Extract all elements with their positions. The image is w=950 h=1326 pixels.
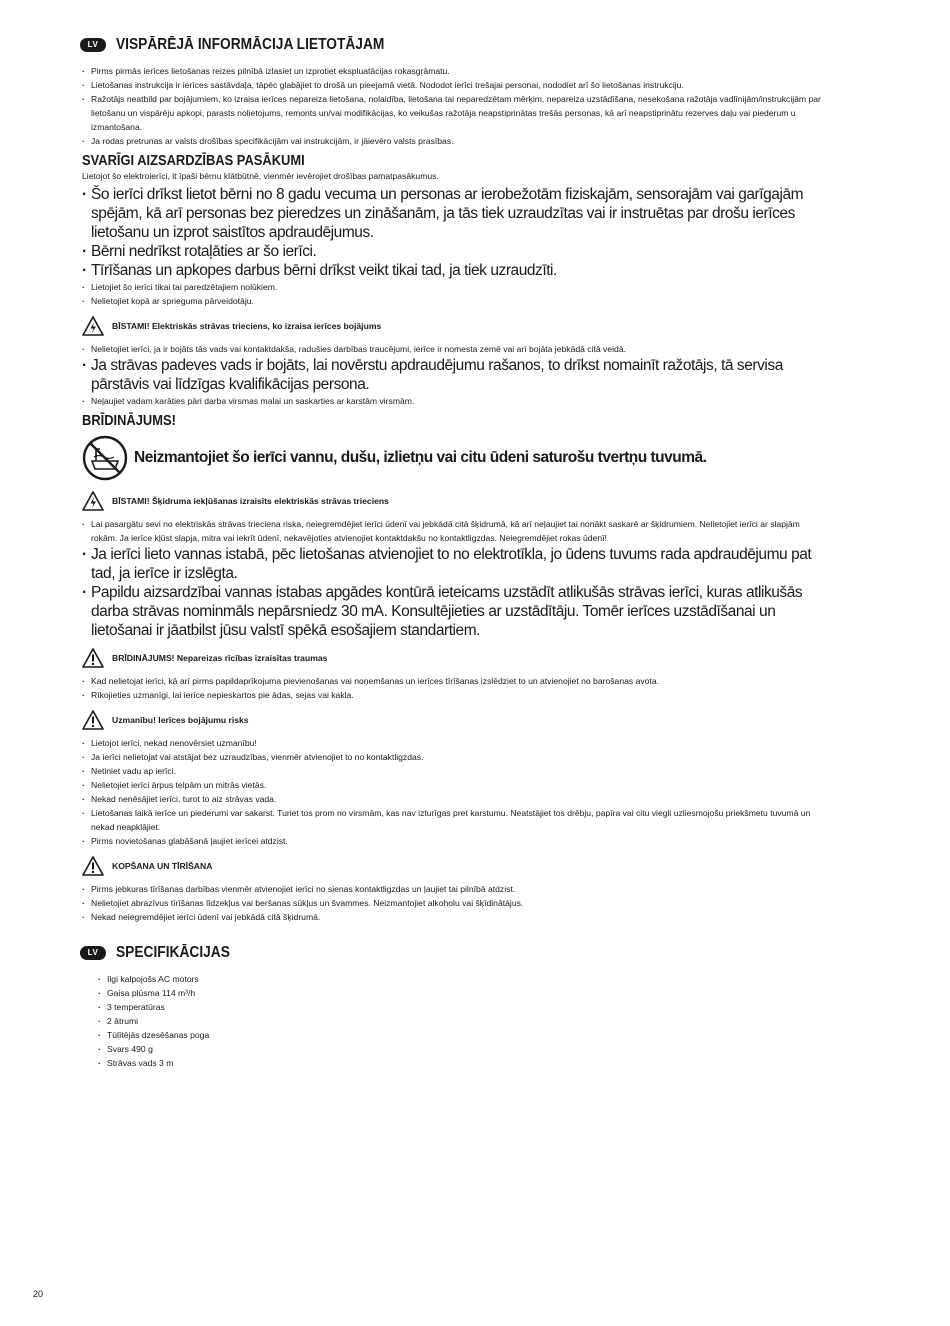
injury-warning xyxy=(82,648,822,668)
damage-list xyxy=(82,736,822,848)
electric-warning xyxy=(82,316,822,336)
manual-page xyxy=(82,36,822,1070)
damage-warning-text: Uzmanību! Ierīces bojājumu risks xyxy=(112,715,249,725)
list-item: · Kad nelietojat ierīci, kā arī pirms papildaprīkojuma pievienošanas vai noņemšanas un ierīces tīrīšanas izslēdziet to un atvienojiet no barošanas avota. xyxy=(82,674,822,688)
electric-hazard-icon xyxy=(82,491,104,511)
list-item: · Šo ierīci drīkst lietot bērni no 8 gadu vecuma un personas ar ierobežotām fiziskajām, sensorajām vai garīgajām spējām, kā arī personas bez pieredzes un zināšanām, ja tās tiek uzraudzītas vai ir instruētas par drošu ierīces lietošanu un izprot saistītos apdraudējumus. xyxy=(82,185,822,242)
list-item: · Nekad nenēsājiet ierīci, turot to aiz strāvas vada. xyxy=(82,792,822,806)
list-item: · Pirms novietošanas glabāšanā ļaujiet ierīcei atdzist. xyxy=(82,834,822,848)
injury-list xyxy=(82,674,822,702)
list-item: · Svars 490 g xyxy=(98,1042,822,1056)
list-item: · Lietojot ierīci, nekad nenovērsiet uzmanību! xyxy=(82,736,822,750)
list-item: · Nelietojiet ierīci, ja ir bojāts tās vads vai kontaktdakša, radušies darbības traucējumi, ierīce ir nomesta zemē vai arī bojāta jebkādā citā veidā. xyxy=(82,342,822,356)
cleaning-list xyxy=(82,882,822,924)
list-item: · Ja rodas pretrunas ar valsts drošības specifikācijām vai instrukcijām, ir jāievēro valsts prasības. xyxy=(82,134,822,148)
list-item: · Papildu aizsardzībai vannas istabas apgādes kontūrā ieteicams uzstādīt atlikušās strāvas ierīci, kuras atlikušās darba strāvas nominmāls nepārsniedz 30 mA. Konsultējieties ar uzstādītāju. Tomēr ierīces uzstādīšanai un lietošanai ir jāatbilst jūsu valstī spēkā esošajiem standartiem. xyxy=(82,583,822,640)
safety-title: SVARĪGI AIZSARDZĪBAS PASĀKUMI xyxy=(82,152,305,169)
list-item: · Neļaujiet vadam karāties pāri darba virsmas malai un saskarties ar karstām virsmām. xyxy=(82,394,822,408)
list-item: · Ja ierīci lieto vannas istabā, pēc lietošanas atvienojiet to no elektrotīkla, jo ūdens tuvums rada apdraudējumu pat tad, ja ierīce ir izslēgta. xyxy=(82,545,822,583)
safety-small-list xyxy=(82,280,822,308)
list-item: · Tīrīšanas un apkopes darbus bērni drīkst veikt tikai tad, ja tiek uzraudzīti. xyxy=(82,261,822,280)
list-item: · Pirms jebkuras tīrīšanas darbības vienmēr atvienojiet ierīci no sienas kontaktligzdas un ļaujiet tai pilnībā atdzist. xyxy=(82,882,822,896)
list-item: · Pirms pirmās ierīces lietošanas reizes pilnībā izlasiet un izprotiet ekspluatācijas rokasgrāmatu. xyxy=(82,64,822,78)
electric-warning-text: BĪSTAMI! Elektriskās strāvas trieciens, ko izraisa ierīces bojājums xyxy=(112,321,382,331)
safety-big-list xyxy=(82,185,822,280)
list-item: · Ilgi kalpojošs AC motors xyxy=(98,972,822,986)
specs-list xyxy=(98,972,822,1070)
list-item: · Nelietojiet ierīci ārpus telpām un mitrās vietās. xyxy=(82,778,822,792)
list-item: · Ja ierīci nelietojat vai atstājat bez uzraudzības, vienmēr atvienojiet to no kontaktligzdas. xyxy=(82,750,822,764)
list-item: · 2 ātrumi xyxy=(98,1014,822,1028)
no-bath-icon xyxy=(82,435,128,481)
general-title: VISPĀRĒJĀ INFORMĀCIJA LIETOTĀJAM xyxy=(116,36,385,53)
injury-warning-text: BRĪDINĀJUMS! Nepareizas rīcības izraisītas traumas xyxy=(112,653,328,663)
safety-intro: Lietojot šo elektroierīci, it īpaši bērnu klātbūtnē, vienmēr ievērojiet drošības pamatpasākumus. xyxy=(82,171,439,181)
general-header xyxy=(80,36,822,54)
list-item: · Nelietojiet kopā ar sprieguma pārveidotāju. xyxy=(82,294,822,308)
list-item: · Lietošanas laikā ierīce un piederumi var sakarst. Turiet tos prom no virsmām, kas nav izturīgas pret karstumu. Neatstājiet tos drēbju, papīra vai citu viegli uzliesmojošu priekšmetu tuvumā un nekad neapklājiet. xyxy=(82,806,822,834)
list-item: · Gaisa plūsma 114 m³/h xyxy=(98,986,822,1000)
list-item: · Ja strāvas padeves vads ir bojāts, lai novērstu apdraudējumu rašanos, to drīkst nomainīt ražotājs, tā servisa pārstāvis vai līdzīgas kvalifikācijas persona. xyxy=(82,356,822,394)
electric-list xyxy=(82,342,822,408)
liquid-list xyxy=(82,517,822,640)
list-item: · Nekad neiegremdējiet ierīci ūdenī vai jebkādā citā šķidrumā. xyxy=(82,910,822,924)
list-item: · Nelietojiet abrazīvus tīrīšanas līdzekļus vai beršanas sūkļus un švammes. Neizmantojiet alkoholu vai šķīdinātājus. xyxy=(82,896,822,910)
general-list xyxy=(82,64,822,148)
list-item: · 3 temperatūras xyxy=(98,1000,822,1014)
electric-hazard-icon xyxy=(82,316,104,336)
list-item: · Lietošanas instrukcija ir ierīces sastāvdaļa, tāpēc glabājiet to drošā un pieejamā vietā. Nododot ierīci trešajai personai, nododiet arī šo lietošanas instrukciju. xyxy=(82,78,822,92)
specs-header xyxy=(80,944,822,962)
list-item: · Lai pasargātu sevi no elektriskās strāvas trieciena riska, neiegremdējiet ierīci ūdenī vai jebkādā citā šķidrumā, kā arī neļaujiet tai nonākt saskarē ar šķidrumiem. Nelietojiet ierīci ar slapjām rokām. Ja ierīce kļūst slapja, mitra vai iekrīt ūdenī, nekavējoties atvienojiet kontaktdakšu no kontaktligzdas. Neiegremdējiet rokas ūdenī! xyxy=(82,517,822,545)
cleaning-warning xyxy=(82,856,822,876)
cleaning-warning-text: KOPŠANA UN TĪRĪŠANA xyxy=(112,861,213,871)
exclamation-warning-icon xyxy=(82,856,104,876)
list-item: · Lietojiet šo ierīci tikai tai paredzētajiem nolūkiem. xyxy=(82,280,822,294)
list-item: · Tūlītējās dzesēšanas poga xyxy=(98,1028,822,1042)
list-item: · Ražotājs neatbild par bojājumiem, ko izraisa ierīces nepareiza lietošana, nolaidība, lietošana tai neparedzētam mērķim, nepareiza uzstādīšana, nesekošana ražotāja vadlīnijām/instrukcijām par lietošanu un vispārēju apkopi, parasts nolietojums, remonts un/vai modifikācijas, ko veikušas ražotāja neapstiprinātas trešās personas, kā arī neapstiprinātu rezerves daļu vai piederum u izmantošana. xyxy=(82,92,822,134)
list-item: · Netiniet vadu ap ierīci. xyxy=(82,764,822,778)
liquid-warning-text: BĪSTAMI! Šķidruma iekļūšanas izraisīts elektriskās strāvas trieciens xyxy=(112,496,389,506)
caution-title: BRĪDINĀJUMS! xyxy=(82,412,176,429)
language-badge: LV xyxy=(80,38,106,52)
exclamation-warning-icon xyxy=(82,710,104,730)
specs-section xyxy=(82,944,822,1070)
damage-warning xyxy=(82,710,822,730)
no-water-warning xyxy=(82,435,822,481)
list-item: · Strāvas vads 3 m xyxy=(98,1056,822,1070)
page-number: 20 xyxy=(33,1289,44,1299)
specs-title: SPECIFIKĀCIJAS xyxy=(116,944,230,961)
liquid-warning xyxy=(82,491,822,511)
no-water-text: Neizmantojiet šo ierīci vannu, dušu, izlietņu vai citu ūdeni saturošu tvertņu tuvumā. xyxy=(134,449,707,466)
language-badge: LV xyxy=(80,946,106,960)
list-item: · Bērni nedrīkst rotaļāties ar šo ierīci. xyxy=(82,242,822,261)
list-item: · Rīkojieties uzmanīgi, lai ierīce nepieskartos pie ādas, sejas vai kakla. xyxy=(82,688,822,702)
exclamation-warning-icon xyxy=(82,648,104,668)
